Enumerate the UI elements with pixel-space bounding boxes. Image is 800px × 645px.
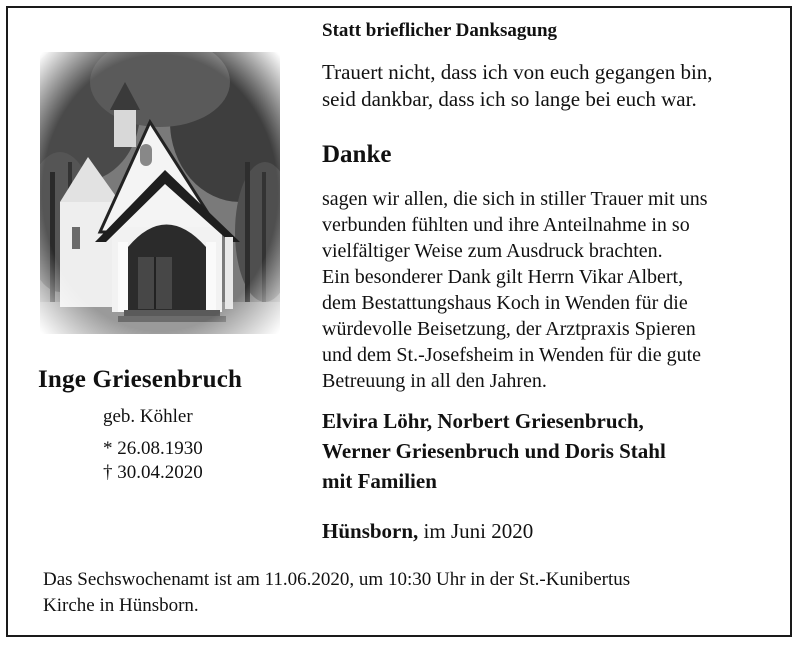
danke-line: Ein besonderer Dank gilt Herrn Vikar Albert, [322,266,684,288]
chapel-photo [40,52,280,334]
footer-note [43,567,630,619]
danke-line: Betreuung in all den Jahren. [322,370,547,392]
place-date [322,519,533,544]
deceased-name: Inge Griesenbruch [38,366,243,393]
place: Hünsborn, [322,519,419,543]
signer-line: Werner Griesenbruch und Doris Stahl [322,439,666,463]
maiden-name: geb. Köhler [103,406,193,427]
danke-line: vielfältiger Weise zum Ausdruck brachten. [322,240,663,262]
date: im Juni 2020 [423,519,534,543]
danke-heading: Danke [322,141,392,168]
header-title: Statt brieflicher Danksagung [322,20,558,41]
quote-line: seid dankbar, dass ich so lange bei euch war. [322,87,697,111]
signer-line: mit Familien [322,469,437,493]
danke-line: und dem St.-Josefsheim in Wenden für die gute [322,344,702,366]
birth-date: * 26.08.1930 [103,438,203,459]
chapel-illustration [40,52,280,334]
footer-line: Kirche in Hünsborn. [43,595,199,616]
danke-line: würdevolle Beisetzung, der Arztpraxis Spieren [322,318,696,340]
death-date: † 30.04.2020 [103,462,203,483]
danke-line: verbunden fühlten und ihre Anteilnahme in so [322,214,690,236]
quote-line: Trauert nicht, dass ich von euch gegangen bin, [322,60,713,84]
danke-line: dem Bestattungshaus Koch in Wenden für die [322,292,688,314]
signer-line: Elvira Löhr, Norbert Griesenbruch, [322,409,644,433]
quote [322,59,713,113]
footer-line: Das Sechswochenamt ist am 11.06.2020, um 10:30 Uhr in der St.-Kunibertus [43,569,631,590]
danke-text [322,186,708,394]
signers [322,406,666,496]
danke-line: sagen wir allen, die sich in stiller Trauer mit uns [322,188,708,210]
